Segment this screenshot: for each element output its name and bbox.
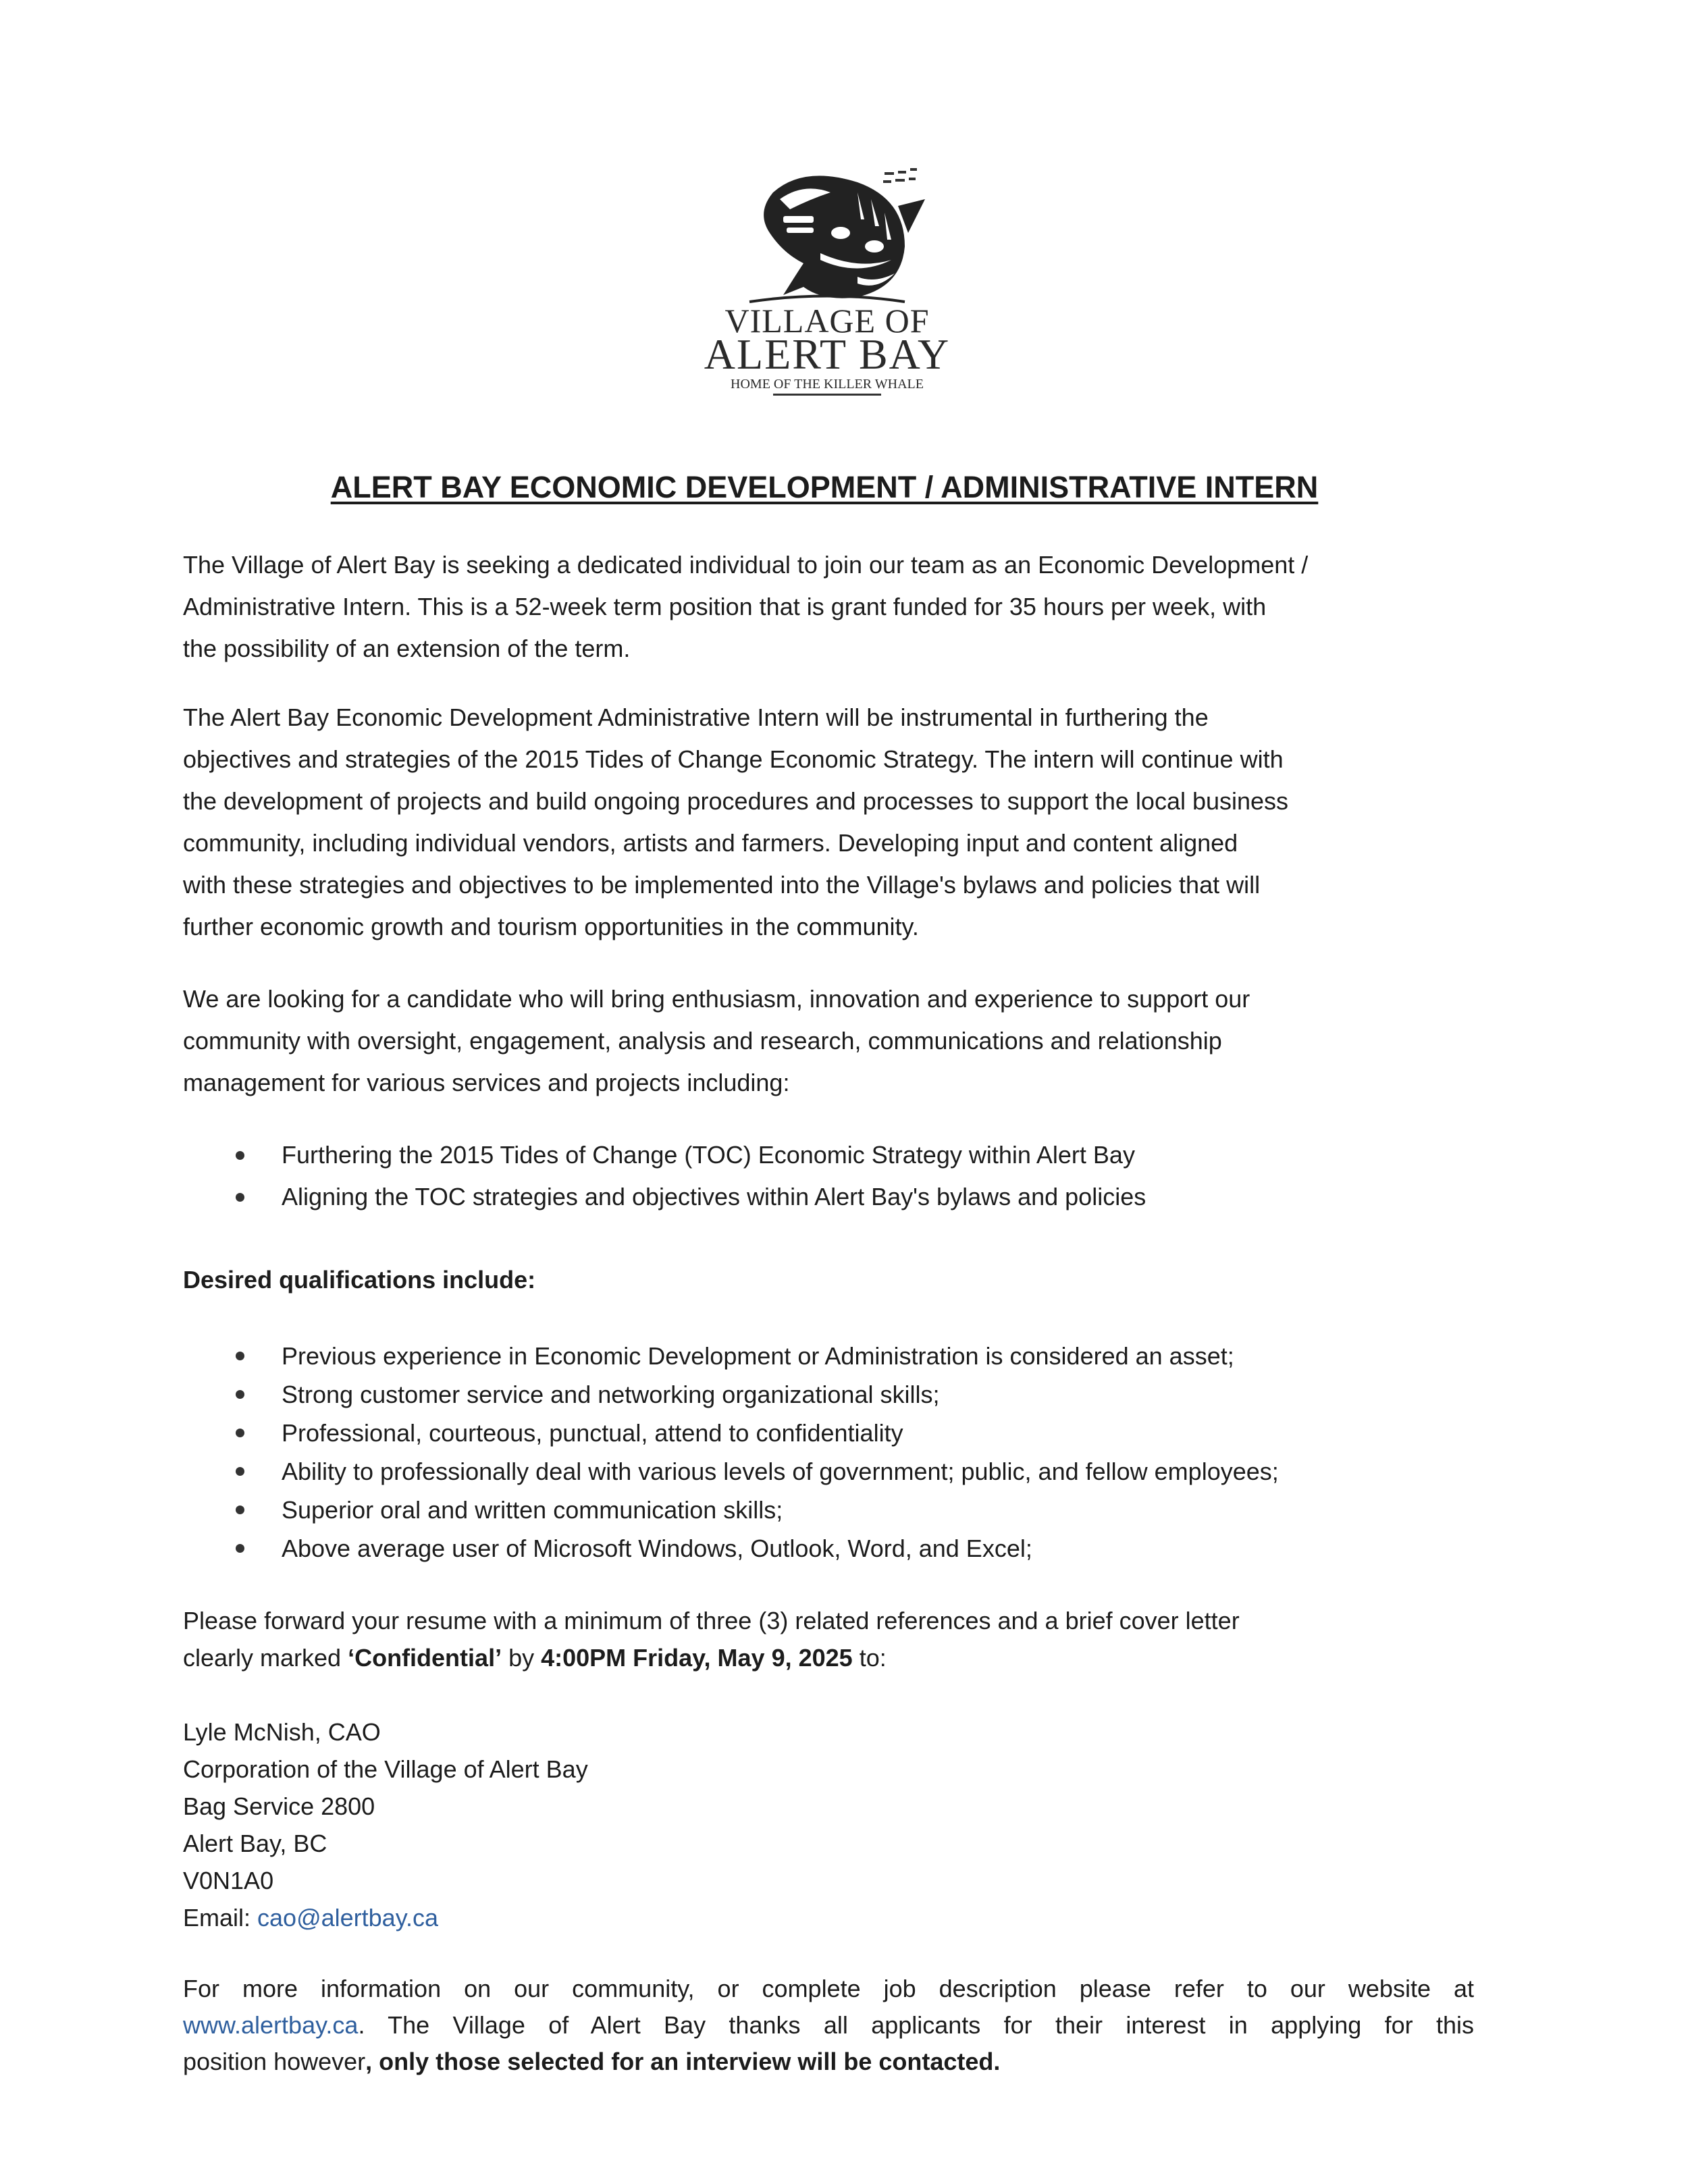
text-line: community, including individual vendors, artists and farmers. Developing input and content aligned — [183, 829, 1238, 857]
list-item-text: Furthering the 2015 Tides of Change (TOC) Economic Strategy within Alert Bay — [282, 1141, 1135, 1169]
heading-text: Desired qualifications include: — [183, 1266, 536, 1294]
logo-divider — [773, 394, 881, 396]
website-link[interactable]: www.alertbay.ca — [183, 2011, 359, 2039]
closing-paragraph — [183, 1971, 1474, 2080]
qualifications-list — [183, 1337, 1279, 1568]
email-line — [183, 1899, 588, 1936]
bullet-icon — [236, 1151, 244, 1160]
text-line: the development of projects and build ongoing procedures and processes to support the local business — [183, 787, 1289, 815]
list-item — [183, 1176, 1146, 1218]
logo-tagline: HOME OF THE KILLER WHALE — [731, 377, 924, 392]
text-line: The Alert Bay Economic Development Administrative Intern will be instrumental in furthering the — [183, 703, 1209, 731]
role-paragraph — [183, 697, 1288, 948]
list-item — [183, 1414, 1279, 1452]
list-item — [183, 1337, 1279, 1375]
list-item-text: Professional, courteous, punctual, attend to confidentiality — [282, 1419, 903, 1447]
list-item-text: Aligning the TOC strategies and objectives within Alert Bay's bylaws and policies — [282, 1183, 1146, 1210]
text-line: management for various services and projects including: — [183, 1069, 790, 1096]
text-line: We are looking for a candidate who will bring enthusiasm, innovation and experience to support our — [183, 985, 1250, 1013]
project-bullet-list — [183, 1134, 1146, 1218]
application-instructions — [183, 1602, 1240, 1676]
email-link[interactable]: cao@alertbay.ca — [257, 1904, 439, 1932]
email-label: Email: — [183, 1904, 258, 1932]
bullet-icon — [236, 1544, 244, 1553]
list-item-text: Ability to professionally deal with various levels of government; public, and fellow employees; — [282, 1458, 1279, 1485]
text-line: further economic growth and tourism opportunities in the community. — [183, 913, 919, 940]
candidate-paragraph — [183, 978, 1250, 1104]
list-item-text: Strong customer service and networking organizational skills; — [282, 1381, 940, 1408]
page-title: ALERT BAY ECONOMIC DEVELOPMENT / ADMINISTRATIVE INTERN — [330, 470, 1319, 504]
text-line: with these strategies and objectives to be implemented into the Village's bylaws and policies that will — [183, 871, 1261, 899]
qualifications-heading — [183, 1259, 535, 1301]
bullet-icon — [236, 1506, 244, 1514]
contact-name: Lyle McNish, CAO — [183, 1718, 381, 1746]
bullet-icon — [236, 1429, 244, 1437]
text-line — [183, 2044, 1474, 2080]
logo-text-village-of: VILLAGE OF — [724, 302, 930, 340]
text-line — [183, 1639, 1240, 1676]
list-item — [183, 1375, 1279, 1414]
text-line: For more information on our community, or complete job description please refer to our website at — [183, 1975, 1474, 2002]
text-segment: position however — [183, 2048, 366, 2075]
text-line: Administrative Intern. This is a 52-week term position that is grant funded for 35 hours per week, with — [183, 593, 1267, 620]
city: Alert Bay, BC — [183, 1830, 327, 1857]
list-item — [183, 1529, 1279, 1568]
list-item — [183, 1134, 1146, 1176]
text-line — [183, 2007, 1474, 2044]
logo-text-alert-bay: ALERT BAY — [704, 330, 951, 378]
list-item-text: Previous experience in Economic Development or Administration is considered an asset; — [282, 1342, 1234, 1370]
postal-code: V0N1A0 — [183, 1867, 274, 1894]
organization: Corporation of the Village of Alert Bay — [183, 1755, 588, 1783]
list-item — [183, 1452, 1279, 1491]
confidential-label: ‘Confidential’ — [348, 1644, 502, 1672]
list-item — [183, 1491, 1279, 1529]
text-line: The Village of Alert Bay is seeking a dedicated individual to join our team as an Economic Development / — [183, 551, 1309, 579]
street-address: Bag Service 2800 — [183, 1792, 375, 1820]
bullet-icon — [236, 1467, 244, 1476]
intro-paragraph — [183, 544, 1308, 670]
text-line: Please forward your resume with a minimum of three (3) related references and a brief cover letter — [183, 1607, 1240, 1634]
text-segment: to: — [852, 1644, 887, 1672]
village-logo — [702, 152, 952, 402]
list-item-text: Superior oral and written communication skills; — [282, 1496, 783, 1524]
text-line: the possibility of an extension of the term. — [183, 635, 631, 662]
interview-notice: , only those selected for an interview will be contacted. — [365, 2048, 1001, 2075]
bullet-icon — [236, 1390, 244, 1399]
deadline: 4:00PM Friday, May 9, 2025 — [541, 1644, 853, 1672]
bullet-icon — [236, 1352, 244, 1360]
list-item-text: Above average user of Microsoft Windows, Outlook, Word, and Excel; — [282, 1535, 1032, 1562]
text-segment: by — [502, 1644, 542, 1672]
text-line: community with oversight, engagement, analysis and research, communications and relationship — [183, 1027, 1222, 1055]
bullet-icon — [236, 1193, 244, 1202]
text-segment: . The Village of Alert Bay thanks all applicants for their interest in applying for this — [358, 2011, 1474, 2039]
killer-whale-icon — [702, 152, 952, 304]
mailing-address — [183, 1713, 588, 1936]
text-segment: clearly marked — [183, 1644, 348, 1672]
text-line: objectives and strategies of the 2015 Tides of Change Economic Strategy. The intern will continue with — [183, 745, 1284, 773]
